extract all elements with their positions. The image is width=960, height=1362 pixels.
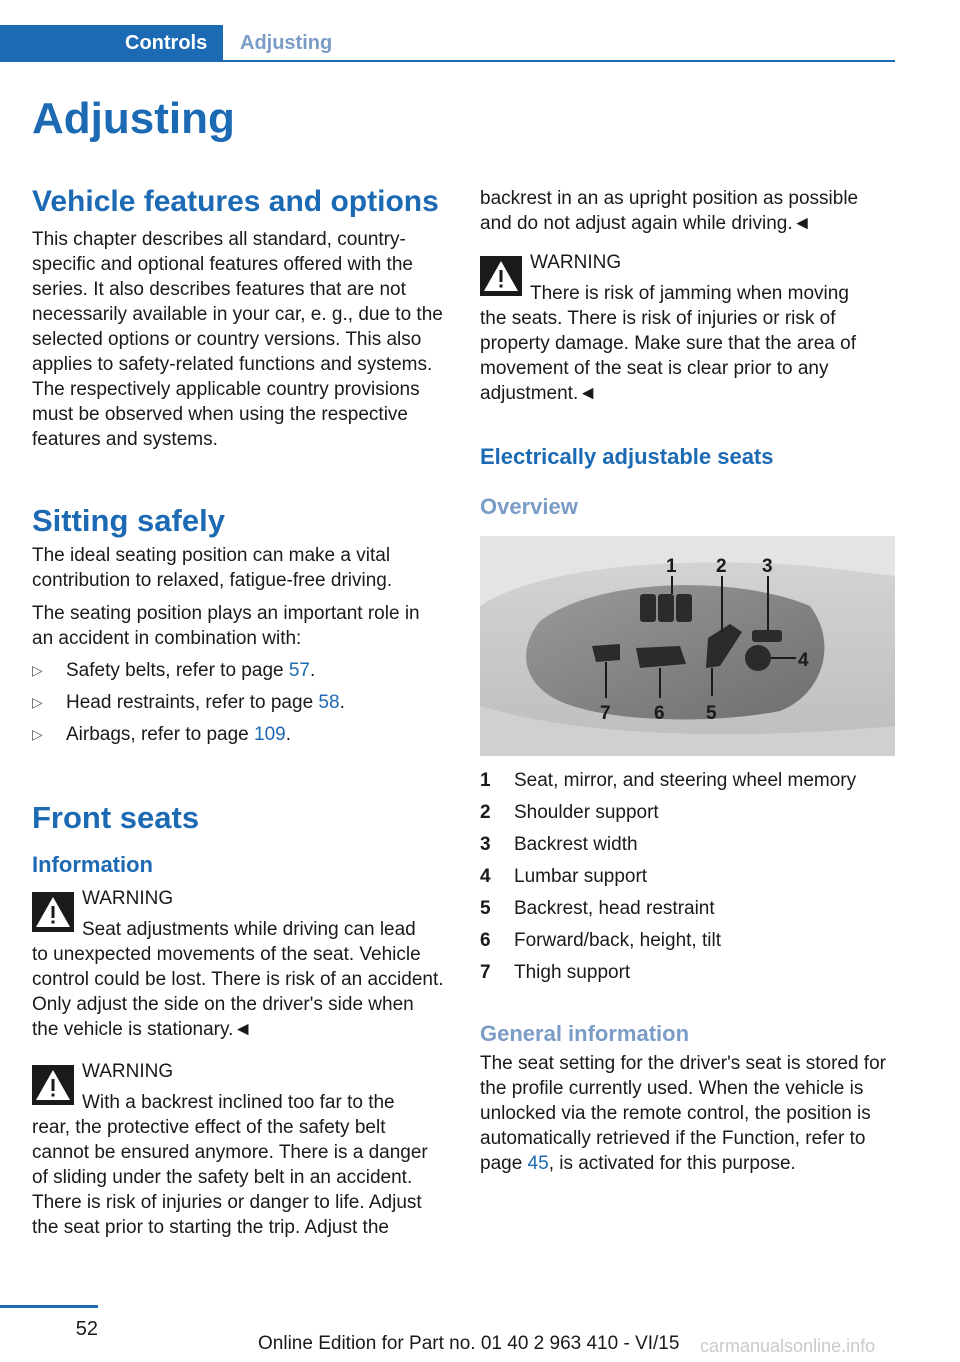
vehicle-text: This chapter describes all standard, country-specific and optional features offered with the series. It also describes features that are not necessarily available in your car, e. g., due to the selected options or country versions. This also applies to safety-related functions and systems. The respectively applicable country provisions must be observed when using the respective features and systems. xyxy=(32,229,443,450)
legend-text: Shoulder support xyxy=(514,802,659,823)
page-link-57[interactable]: 57 xyxy=(288,660,310,681)
sitting-text-2: The seating position plays an important role in an accident in combination with: xyxy=(32,603,420,649)
figure-label-3: 3 xyxy=(762,556,773,577)
bullet-end: . xyxy=(285,724,291,745)
list-item xyxy=(480,864,895,896)
general-info-text xyxy=(480,1051,895,1176)
figure-label-1: 1 xyxy=(666,556,677,577)
figure-legend xyxy=(480,768,895,992)
legend-text: Lumbar support xyxy=(514,866,648,887)
edition-note: Online Edition for Part no. 01 40 2 963 410 - VI/15 xyxy=(258,1333,680,1354)
vehicle-heading: Vehicle features and options xyxy=(32,185,439,218)
electric-seats-heading: Electrically adjustable seats xyxy=(480,444,774,469)
tab-adjusting-label: Adjusting xyxy=(240,32,333,54)
list-item xyxy=(480,928,895,960)
page-link-45[interactable]: 45 xyxy=(527,1153,549,1174)
general-info-section xyxy=(480,1021,895,1176)
legend-text: Forward/back, height, tilt xyxy=(514,930,721,951)
warning-box-2 xyxy=(32,1059,444,1240)
vehicle-section xyxy=(32,185,452,452)
figure-label-2: 2 xyxy=(716,556,727,577)
front-seats-section xyxy=(32,800,444,1240)
triangle-bullet-icon: ▷ xyxy=(32,662,43,678)
seat-controls-figure xyxy=(480,536,895,756)
legend-number: 3 xyxy=(480,834,491,855)
general-info-end: , is activated for this purpose. xyxy=(548,1153,796,1174)
seat-controls-illustration xyxy=(480,536,895,756)
watermark: carmanualsonline.info xyxy=(700,1336,876,1356)
list-item xyxy=(32,722,444,747)
front-seats-heading: Front seats xyxy=(32,800,200,835)
legend-text: Backrest width xyxy=(514,834,638,855)
page-number: 52 xyxy=(75,1318,98,1340)
tab-controls[interactable] xyxy=(0,25,223,62)
continued-text: backrest in an as upright position as possible and do not adjust again while driving.◄ xyxy=(480,188,859,234)
bullet-end: . xyxy=(310,660,316,681)
figure-label-4: 4 xyxy=(798,650,809,671)
warning-label: WARNING xyxy=(530,252,622,273)
bullet-text: Head restraints, refer to page xyxy=(66,692,319,713)
warning-label: WARNING xyxy=(82,888,174,909)
list-item xyxy=(32,658,444,683)
warning-box-3 xyxy=(480,250,895,406)
sitting-bullets xyxy=(32,658,444,747)
warning-label: WARNING xyxy=(82,1061,174,1082)
legend-text: Backrest, head restraint xyxy=(514,898,715,919)
warning-box-1 xyxy=(32,886,444,1042)
page-title: Adjusting xyxy=(32,94,235,143)
sitting-section xyxy=(32,503,444,754)
list-item xyxy=(480,800,895,832)
list-item xyxy=(480,896,895,928)
bullet-text: Safety belts, refer to page xyxy=(66,660,289,681)
triangle-bullet-icon: ▷ xyxy=(32,694,43,710)
legend-number: 1 xyxy=(480,770,491,791)
bullet-text: Airbags, refer to page xyxy=(66,724,254,745)
legend-number: 5 xyxy=(480,898,491,919)
bullet-end: . xyxy=(339,692,345,713)
legend-text: Seat, mirror, and steering wheel memory xyxy=(514,770,857,791)
list-item xyxy=(480,768,895,800)
tab-adjusting[interactable] xyxy=(240,25,332,62)
header-divider xyxy=(0,60,895,62)
legend-number: 4 xyxy=(480,866,491,887)
overview-heading: Overview xyxy=(480,494,578,519)
sitting-heading: Sitting safely xyxy=(32,503,225,538)
footer-divider xyxy=(0,1305,98,1308)
page-link-109[interactable]: 109 xyxy=(254,724,286,745)
list-item xyxy=(480,832,895,864)
legend-number: 2 xyxy=(480,802,491,823)
information-heading: Information xyxy=(32,852,153,877)
chapter-header xyxy=(0,25,895,62)
warning-triangle-icon xyxy=(32,1065,74,1105)
warning-first-line: There is risk of jamming when moving xyxy=(530,283,849,304)
warning-text: to unexpected movements of the seat. Vehicle control could be lost. There is risk of an accident. Only adjust the side on the driver's side when the vehicle is stationary.◄ xyxy=(32,944,444,1040)
warning-first-line: With a backrest inclined too far to the xyxy=(82,1092,395,1113)
legend-text: Thigh support xyxy=(514,962,631,983)
triangle-bullet-icon: ▷ xyxy=(32,726,43,742)
warning-text: rear, the protective effect of the safety belt cannot be ensured anymore. There is a danger of sliding under the safety belt in an accident. There is risk of injuries or danger to life. Adjust the seat prior to starting the trip. Adjust the xyxy=(32,1117,428,1238)
tab-controls-label: Controls xyxy=(125,32,208,54)
list-item xyxy=(32,690,444,715)
figure-label-6: 6 xyxy=(654,703,665,724)
warning-triangle-icon xyxy=(480,256,522,296)
page-link-58[interactable]: 58 xyxy=(318,692,340,713)
legend-number: 6 xyxy=(480,930,491,951)
general-info-heading: General information xyxy=(480,1021,690,1046)
sitting-text-1: The ideal seating position can make a vital contribution to relaxed, fatigue-free driving. xyxy=(32,545,393,591)
figure-label-7: 7 xyxy=(600,703,611,724)
warning-triangle-icon xyxy=(32,892,74,932)
warning-first-line: Seat adjustments while driving can lead xyxy=(82,919,416,940)
legend-number: 7 xyxy=(480,962,491,983)
list-item xyxy=(480,960,895,992)
figure-label-5: 5 xyxy=(706,703,717,724)
warning-text: the seats. There is risk of injuries or risk of property damage. Make sure that the area of movement of the seat is clear prior to any adjustment.◄ xyxy=(480,308,856,404)
general-info-body: The seat setting for the driver's seat is stored for the profile currently used. When the vehicle is unlocked via the remote control, the position is automatically retrieved if the Function, refer to page xyxy=(480,1053,886,1174)
